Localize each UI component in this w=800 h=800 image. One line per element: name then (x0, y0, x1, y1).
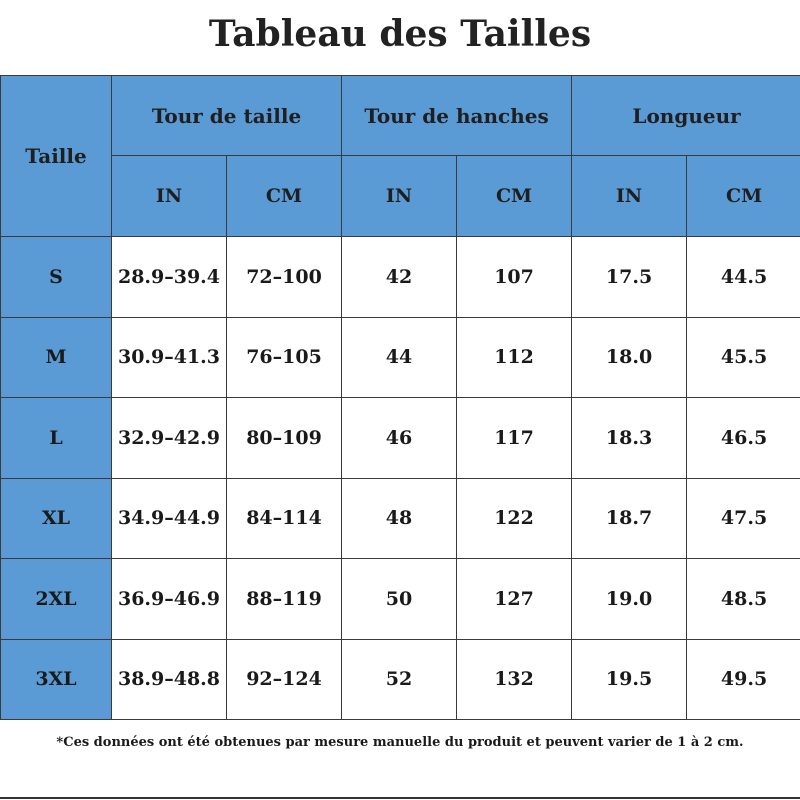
hips-cm-cell: 107 (457, 237, 572, 318)
length-cm-cell: 49.5 (687, 639, 800, 720)
hips-in-cell: 44 (342, 317, 457, 398)
unit-header-row (1, 156, 800, 237)
unit-header: IN (572, 156, 687, 237)
waist-cm-cell: 92–124 (227, 639, 342, 720)
waist-cm-cell: 76–105 (227, 317, 342, 398)
length-in-cell: 19.5 (572, 639, 687, 720)
length-cm-cell: 45.5 (687, 317, 800, 398)
waist-cm-cell: 80–109 (227, 398, 342, 479)
group-header-hips: Tour de hanches (342, 76, 572, 156)
size-label: XL (1, 478, 112, 559)
size-chart-table (0, 75, 800, 720)
length-in-cell: 18.7 (572, 478, 687, 559)
length-in-cell: 18.3 (572, 398, 687, 479)
waist-in-cell: 30.9–41.3 (112, 317, 227, 398)
hips-in-cell: 50 (342, 559, 457, 640)
size-label: M (1, 317, 112, 398)
table-row (1, 639, 800, 720)
hips-in-cell: 42 (342, 237, 457, 318)
unit-header: CM (457, 156, 572, 237)
waist-cm-cell: 72–100 (227, 237, 342, 318)
table-row (1, 478, 800, 559)
unit-header: IN (112, 156, 227, 237)
table-row (1, 559, 800, 640)
size-label: 2XL (1, 559, 112, 640)
hips-cm-cell: 117 (457, 398, 572, 479)
table-row (1, 237, 800, 318)
group-header-length: Longueur (572, 76, 800, 156)
unit-header: IN (342, 156, 457, 237)
waist-in-cell: 34.9–44.9 (112, 478, 227, 559)
waist-in-cell: 38.9–48.8 (112, 639, 227, 720)
footnote: *Ces données ont été obtenues par mesure manuelle du produit et peuvent varier de 1 à 2 cm. (56, 735, 744, 750)
size-column-header: Taille (1, 76, 112, 237)
length-cm-cell: 48.5 (687, 559, 800, 640)
table-row (1, 398, 800, 479)
group-header-row (1, 76, 800, 156)
group-header-waist: Tour de taille (112, 76, 342, 156)
size-label: L (1, 398, 112, 479)
table-row (1, 317, 800, 398)
hips-cm-cell: 112 (457, 317, 572, 398)
hips-in-cell: 52 (342, 639, 457, 720)
unit-header: CM (227, 156, 342, 237)
length-cm-cell: 46.5 (687, 398, 800, 479)
length-cm-cell: 47.5 (687, 478, 800, 559)
length-in-cell: 18.0 (572, 317, 687, 398)
waist-cm-cell: 84–114 (227, 478, 342, 559)
waist-cm-cell: 88–119 (227, 559, 342, 640)
size-label: 3XL (1, 639, 112, 720)
length-in-cell: 19.0 (572, 559, 687, 640)
waist-in-cell: 28.9–39.4 (112, 237, 227, 318)
hips-in-cell: 46 (342, 398, 457, 479)
bottom-divider (0, 797, 800, 799)
hips-cm-cell: 122 (457, 478, 572, 559)
waist-in-cell: 32.9–42.9 (112, 398, 227, 479)
waist-in-cell: 36.9–46.9 (112, 559, 227, 640)
hips-cm-cell: 132 (457, 639, 572, 720)
page-title: Tableau des Tailles (208, 13, 592, 55)
hips-cm-cell: 127 (457, 559, 572, 640)
length-cm-cell: 44.5 (687, 237, 800, 318)
size-label: S (1, 237, 112, 318)
hips-in-cell: 48 (342, 478, 457, 559)
length-in-cell: 17.5 (572, 237, 687, 318)
unit-header: CM (687, 156, 800, 237)
